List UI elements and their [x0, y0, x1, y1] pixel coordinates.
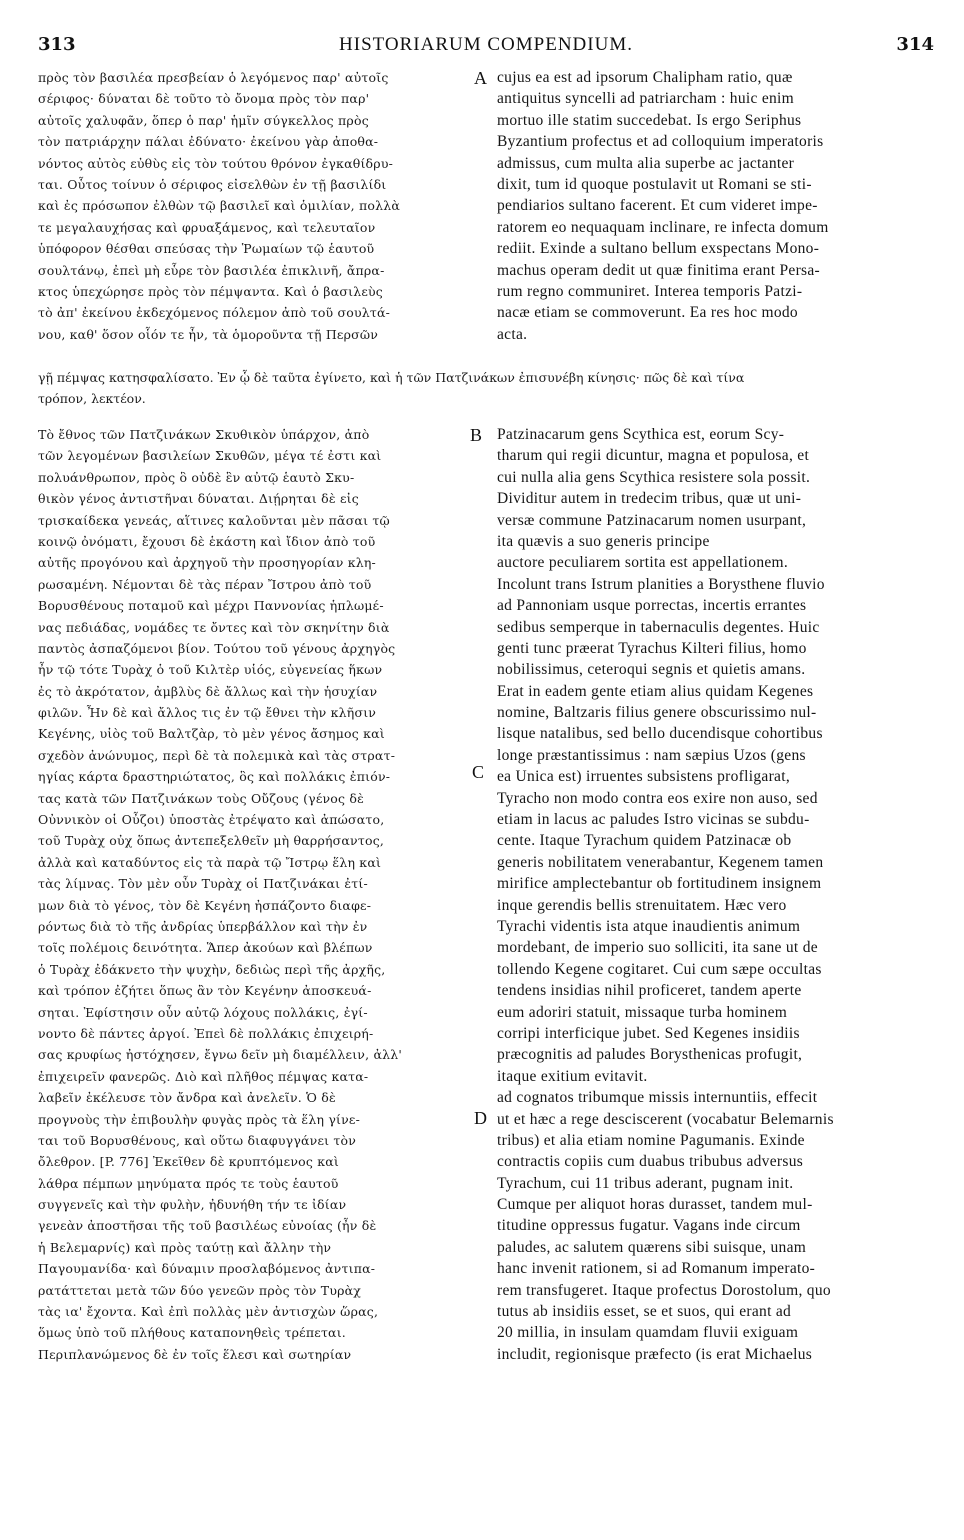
latin-line: Tyrachum, cui 11 tribus aderant, pugnam init. — [497, 1174, 794, 1192]
latin-line: nomine, Baltzaris filius genere obscurissimo nul- — [497, 704, 817, 722]
latin-line: Cumque per aliquot horas durasset, tandem mul- — [497, 1196, 813, 1214]
latin-line: cujus ea est ad ipsorum Chalipham ratio, quæ — [497, 69, 793, 86]
latin-line: generis nobilitatem venerabantur, Kegenem tamen — [497, 853, 824, 871]
latin-line: ad cognatos tribumque missis internuntiis, effecit — [497, 1089, 818, 1107]
greek-line: καὶ τρόπον ἐζήτει ὅπως ἂν τὸν Κεγένην ἀποσκευά- — [38, 983, 372, 999]
greek-line: τρισκαίδεκα γενεάς, αἵτινες καλοῦνται μὲν πᾶσαι τῷ — [38, 512, 390, 528]
latin-line: Patzinacarum gens Scythica est, eorum Scy- — [497, 426, 785, 443]
greek-line: σηται. Ἐφίστησιν οὖν αὐτῷ λόχους πολλάκις, ἐγί- — [38, 1004, 368, 1020]
latin-line: rediit. Exinde a sultano bellum exspectans Mono- — [497, 240, 820, 258]
greek-line: τοῦ Τυρὰχ οὐχ ὅπως ἀντεπεξελθεῖν μὴ θαρρήσαντος, — [38, 833, 385, 849]
margin-marker-d: D — [474, 1108, 487, 1128]
greek-line: συγγενεῖς καὶ τὴν φυλὴν, ἠδυνήθη τήν τε ἰδίαν — [38, 1197, 347, 1213]
greek-line: λαβεῖν ἐκέλευσε τὸν ἄνδρα καὶ ἀνελεῖν. Ὁ δὲ — [38, 1090, 336, 1106]
latin-line: Dividitur autem in tredecim tribus, quæ ut uni- — [497, 490, 802, 508]
greek-line: Κεγένης, υἱὸς τοῦ Βαλτζὰρ, τὸ μὲν γένος ἄσημος καὶ — [38, 726, 385, 742]
latin-line: ita quævis a suo generis principe — [497, 532, 710, 550]
greek-line: ἀλλὰ καὶ καταδύντος εἰς τὰ παρὰ τῷ Ἴστρῳ ἕλη καὶ — [38, 854, 382, 870]
latin-line: 20 millia, in insulam quamdam fluvii exiguam — [497, 1324, 799, 1342]
greek-line: πρὸς τὸν βασιλέα πρεσβείαν ὁ λεγόμενος παρ' αὐτοῖς — [38, 70, 389, 85]
greek-line: Παγουμανίδα· καὶ δύναμιν προσλαβόμενος ἀντιπα- — [38, 1261, 376, 1277]
greek-line: τας κατὰ τῶν Πατζινάκων τοὺς Οὔζους (γένος δὲ — [38, 790, 365, 806]
latin-line: includit, regionisque præfecto (is erat Michaelus — [497, 1345, 813, 1363]
greek-line: Τὸ ἔθνος τῶν Πατζινάκων Σκυθικὸν ὑπάρχον, ἀπὸ — [38, 427, 370, 442]
latin-line: itaque exitium evitavit. — [497, 1067, 648, 1085]
latin-line: hanc invenit rationem, si ad Romanum imperato- — [497, 1260, 816, 1278]
latin-line: nacæ etiam se commoverunt. Ea res hoc modo — [497, 304, 798, 322]
greek-line: ται. Οὗτος τοίνυν ὁ σέριφος εἰσελθὼν ἐν τῇ βασιλίδι — [38, 176, 387, 192]
latin-column-top — [497, 67, 937, 345]
greek-column-top — [38, 67, 470, 345]
greek-line: Οὐννικὸν οἱ Οὖζοι) ὑποστὰς ἐτρέψατο καὶ ἀπώσατο, — [38, 812, 385, 828]
greek-line: πολυάνθρωπον, πρὸς ὃ οὐδὲ ἓν αὐτῷ ἑαυτὸ Σκυ- — [38, 469, 355, 485]
greek-line: ἐς τὸ ἀκρότατον, ἀμβλὺς δὲ ἄλλως καὶ τὴν ἡσυχίαν — [38, 683, 378, 699]
greek-column-main — [38, 424, 470, 1365]
greek-line: τὸν πατριάρχην πάλαι ἐδύνατο· ἐκείνου γὰρ ἀποθα- — [38, 134, 379, 150]
greek-line: ρόντως διὰ τὸ τῆς ἀνδρίας ὑπερβάλλον καὶ τὴν ἐν — [38, 918, 368, 934]
greek-line: φιλῶν. Ἦν δὲ καὶ ἄλλος τις ἐν τῷ ἔθνει τὴν κλῆσιν — [38, 705, 377, 721]
latin-line: ut et hæc a rege desciscerent (vocabatur Belemarnis — [497, 1110, 834, 1128]
greek-full-width-lines — [38, 367, 938, 410]
latin-line: ea Unica est) irruentes subsistens profligarat, — [497, 768, 791, 786]
latin-line: corripi interficique jubet. Sed Kegenes insidiis — [497, 1024, 800, 1042]
page-number-right: 314 — [896, 34, 934, 55]
greek-line: τὸ ἀπ' ἐκείνου ἐκδεχόμενος πόλεμον ἀπὸ τοῦ σουλτά- — [38, 305, 391, 321]
greek-line: νόντος αὐτὸς εὐθὺς εἰς τὸν τούτου θρόνον ἐγκαθίδρυ- — [38, 155, 394, 171]
greek-line: αὐτῆς προγόνου καὶ ἀρχηγοῦ τὴν προσηγορίαν κλη- — [38, 555, 376, 571]
greek-full-line: τρόπον, λεκτέον. — [38, 391, 146, 407]
latin-line: longe præstantissimus : nam sæpius Uzos (gens — [497, 746, 806, 764]
latin-line: Tyrachi videntis ista atque inaudientis animum — [497, 917, 801, 935]
greek-line: ὅμως ὑπὸ τοῦ πλήθους καταπονηθεὶς τρέπεται. — [38, 1325, 346, 1341]
latin-line: sedibus semperque in tabernaculis degentes. Huic — [497, 618, 820, 636]
greek-line: μων διὰ τὸ γένος, τὸν δὲ Κεγένη ἠσπάζοντο διαφε- — [38, 897, 372, 913]
greek-line: νοντο δὲ πάντες ἀργοί. Ἐπεὶ δὲ πολλάκις ἐπιχειρή- — [38, 1025, 374, 1041]
latin-line: rum regno communiret. Interea temporis Patzi- — [497, 282, 803, 300]
greek-line: σας κρυφίως ἠστόχησεν, ἔγνω δεῖν μὴ διαμέλλειν, ἀλλ' — [38, 1047, 402, 1063]
greek-full-line: γῇ πέμψας κατησφαλίσατο. Ἐν ᾧ δὲ ταῦτα ἐγίνετο, καὶ ἡ τῶν Πατζινάκων ἐπισυνέβη κίνησις· πῶς δὲ καὶ τίνα — [38, 370, 745, 385]
greek-line: Περιπλανώμενος δὲ ἐν τοῖς ἕλεσι καὶ σωτηρίαν — [38, 1346, 352, 1362]
greek-line: ἡ Βελεμαρνίς) καὶ πρὸς ταύτῃ καὶ ἄλλην τὴν — [38, 1239, 332, 1255]
latin-line: machus operam dedit ut quæ finitima erant Persa- — [497, 261, 821, 279]
latin-line: mortuo ille statim succedebat. Is ergo Seriphus — [497, 111, 802, 129]
greek-line: σουλτάνῳ, ἐπεὶ μὴ εὗρε τὸν βασιλέα ἐπικλινῆ, ἄπρα- — [38, 262, 385, 278]
greek-line: ὁ Τυρὰχ ἐδάκνετο τὴν ψυχὴν, δεδιὼς περὶ τῆς ἀρχῆς, — [38, 961, 386, 977]
latin-line: Incolunt trans Istrum planities a Borysthene fluvio — [497, 575, 825, 593]
latin-line: Tyracho non modo contra eos exire non auso, sed — [497, 789, 818, 807]
latin-line: admissus, cum multa alia superbe ac jactanter — [497, 154, 795, 172]
latin-line: contractis copiis cum duabus tribubus adversus — [497, 1153, 804, 1171]
latin-line: acta. — [497, 325, 528, 343]
latin-line: mordebant, de imperio suo solliciti, ita sane ut de — [497, 939, 818, 957]
greek-line: ἐπιχειρεῖν φανερῶς. Διὸ καὶ πλῆθος πέμψας κατα- — [38, 1068, 369, 1084]
latin-line: genti tunc præerat Tyrachus Kilteri filius, homo — [497, 639, 807, 657]
latin-line: cui nulla alia gens Scythica resistere sola possit. — [497, 468, 811, 486]
latin-line: inque gerendis bellis strenuitatem. Hæc vero — [497, 896, 787, 914]
latin-column-main — [497, 424, 937, 1365]
margin-marker-b: B — [470, 425, 483, 445]
greek-line: γενεὰν ἀποστῆσαι τῆς τοῦ βασιλέως εὐνοίας (ἦν δὲ — [38, 1218, 377, 1234]
latin-line: ad Pannoniam usque porrectas, incertis errantes — [497, 597, 807, 615]
greek-line: παντὸς ἀσπαζόμενοι βίον. Τούτου τοῦ γένους ἀρχηγὸς — [38, 640, 396, 656]
greek-line: σχεδὸν ἀνώνυμος, περὶ δὲ τὰ πολεμικὰ καὶ τὰς στρατ- — [38, 747, 396, 763]
latin-line: eum adoriri statuit, missaque turba hominem — [497, 1003, 788, 1021]
greek-line: ὑπόφορον θέσθαι σπεύσας τὴν Ῥωμαίων τῷ ἑαυτοῦ — [38, 241, 375, 257]
greek-line: νου, καθ' ὅσον οἷόν τε ἦν, τὰ ὁμοροῦντα τῇ Περσῶν — [38, 326, 379, 342]
latin-line: etiam in lacus ac paludes Istro vicinas se subdu- — [497, 811, 810, 829]
latin-line: tutus ab insidiis esset, se et suos, qui erant ad — [497, 1303, 792, 1321]
greek-line: Βορυσθένους ποταμοῦ καὶ μέχρι Παννονίας ἡπλωμέ- — [38, 598, 384, 614]
latin-line: Erat in eadem gente etiam alius quidam Kegenes — [497, 682, 814, 700]
latin-line: tharum qui regii dicuntur, magna et populosa, et — [497, 447, 810, 465]
greek-line: ται τοῦ Βορυσθένους, καὶ οὕτω διαφυγγάνει τὸν — [38, 1132, 357, 1148]
greek-line: τῶν λεγομένων βασιλείων Σκυθῶν, μέγα τέ ἐστι καὶ — [38, 448, 382, 464]
latin-line: auctore peculiarem sortita est appellationem. — [497, 554, 789, 572]
running-header — [38, 34, 934, 60]
latin-line: titudine oppressus fugatur. Vagans inde circum — [497, 1217, 801, 1235]
greek-line: κοινῷ ὀνόματι, ἔχουσι δὲ ἑκάστη καὶ ἴδιον ἀπὸ τοῦ — [38, 533, 376, 549]
latin-line: præcognitis ad paludes Borysthenicas profugit, — [497, 1046, 803, 1064]
greek-line: λάθρα πέμπων μηνύματα πρός τε τοὺς ἑαυτοῦ — [38, 1175, 339, 1191]
greek-line: νας πεδιάδας, νομάδες τε ὄντες καὶ τὸν σκηνίτην διὰ — [38, 619, 390, 635]
greek-line: τε μεγαλαυχήσας καὶ φρυαξάμενος, καὶ τελευταῖον — [38, 219, 376, 235]
page-number-left: 313 — [38, 34, 76, 55]
greek-line: θικὸν γένος ἀντιστῆναι δύναται. Διῄρηται δὲ εἰς — [38, 491, 359, 507]
latin-line: dixit, tum id quoque postulavit ut Romani se sti- — [497, 175, 812, 193]
latin-line: paludes, ac salutem quærens sibi suisque, unam — [497, 1238, 807, 1256]
greek-line: σέριφος· δύναται δὲ τοῦτο τὸ ὄνομα πρὸς τὸν παρ' — [38, 91, 370, 107]
greek-line: αὐτοῖς χαλυφᾶν, ὅπερ ὁ παρ' ἡμῖν σύγκελλος πρὸς — [38, 112, 369, 128]
greek-line: κτος ὑπεχώρησε πρὸς τὸν πέμψαντα. Καὶ ὁ βασιλεὺς — [38, 283, 383, 299]
margin-marker-c: C — [472, 762, 485, 782]
latin-line: antiquitus syncelli ad patriarcham : huic enim — [497, 90, 795, 108]
greek-line: προγνοὺς τὴν ἐπιβουλὴν φυγὰς πρὸς τὰ ἕλη γίνε- — [38, 1111, 360, 1127]
latin-line: tribus) et alia etiam nomine Pagumanis. Exinde — [497, 1131, 805, 1149]
greek-line: ρωσαμένη. Νέμονται δὲ τὰς πέραν Ἴστρου ἀπὸ τοῦ — [38, 576, 372, 592]
latin-line: Byzantium profectus et ad colloquium imperatoris — [497, 133, 824, 151]
latin-line: mirifice amplectebantur ob fortitudinem insignem — [497, 875, 822, 893]
latin-line: pendiarios sultano facerent. Et cum videret impe- — [497, 197, 818, 215]
greek-line: ηγίας κάρτα δραστηριώτατος, ὃς καὶ πολλάκις ἐπιόν- — [38, 769, 391, 785]
greek-line: ρατάττεται μετὰ τῶν δύο γενεῶν πρὸς τὸν Τυρὰχ — [38, 1282, 362, 1298]
greek-line: τοῖς πολέμοις δεινότητα. Ἅπερ ἀκούων καὶ βλέπων — [38, 940, 373, 956]
latin-line: rem transfugeret. Itaque profectus Dorostolum, quo — [497, 1281, 831, 1299]
running-title: HISTORIARUM COMPENDIUM. — [339, 34, 633, 55]
greek-line: τὰς ια' ἔχοντα. Καὶ ἐπὶ πολλὰς μὲν ἀντισχὼν ὥρας, — [38, 1304, 379, 1320]
greek-line: τὰς λίμνας. Τὸν μὲν οὖν Τυρὰχ οἱ Πατζινάκαι ἐτί- — [38, 876, 368, 892]
latin-line: tollendo Kegene cogitaret. Cui cum sæpe occultas — [497, 960, 822, 978]
latin-line: ratorem eo nequaquam inclinare, re infecta domum — [497, 218, 829, 236]
greek-line: ὄλεθρον. [P. 776] Ἐκεῖθεν δὲ κρυπτόμενος καὶ — [38, 1154, 339, 1170]
latin-line: nobilissimus, ceteroqui segnis et quietis amans. — [497, 661, 806, 679]
latin-line: lisque natalibus, sed bello ducendisque cohortibus — [497, 725, 823, 743]
greek-line: ἦν τῷ τότε Τυρὰχ ὁ τοῦ Κιλτὲρ υἱός, εὐγενείας ἥκων — [38, 662, 383, 678]
latin-line: cente. Itaque Tyrachum quidem Patzinacæ ob — [497, 832, 792, 850]
margin-marker-a: A — [474, 68, 487, 88]
greek-line: καὶ ἐς πρόσωπον ἐλθὼν τῷ βασιλεῖ καὶ ὁμιλίαν, πολλὰ — [38, 198, 401, 214]
latin-line: versæ commune Patzinacarum nomen usurpant, — [497, 511, 807, 529]
latin-line: tendens insidias nihil proficeret, tandem aperte — [497, 982, 802, 1000]
